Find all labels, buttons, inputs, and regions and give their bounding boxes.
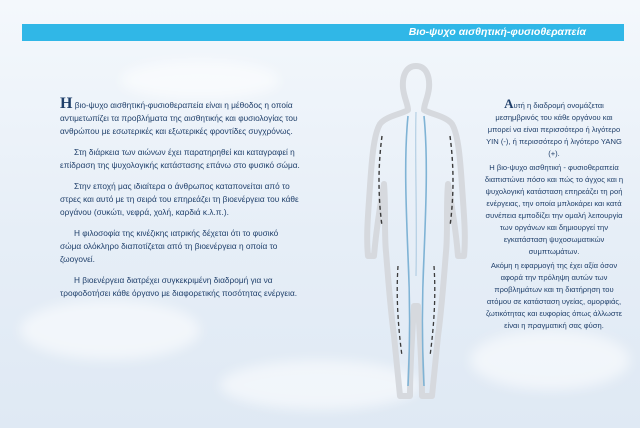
paragraph: Η φιλοσοφία της κινέζικης ιατρικής δέχεται ότι το φυσικό σώμα ολόκληρο διαποτίζεται από τη βιοενέργεια η οποία το ζωογονεί. <box>60 228 279 264</box>
paragraph: Στην εποχή μας ιδιαίτερα ο άνθρωπος καταπονείται από το στρες και αυτό με τη σειρά του επηρεάζει τη βιοενέργεια του κάθε οργάνου (συκώτι, νεφρά, χολή, καρδιά κ.λ.π.). <box>60 181 299 217</box>
paragraph: Η βιοενέργεια διατρέχει συγκεκριμένη διαδρομή για να τροφοδοτήσει κάθε όργανο με διαφορετικής ποσότητας ενέργεια. <box>60 275 298 298</box>
header-bar <box>22 24 624 41</box>
dropcap: Η <box>60 95 73 112</box>
dropcap: Α <box>504 96 514 111</box>
meridian-line-blue <box>406 116 410 386</box>
meridian-line-blue <box>423 116 427 386</box>
header-title: Βιο-ψυχο αισθητική-φυσιοθεραπεία <box>408 26 586 38</box>
meridian-line-dashed <box>430 266 435 356</box>
paragraph: Στη διάρκεια των αιώνων έχει παρατηρηθεί και καταγραφεί η επίδραση της ψυχολογικής κατάστασης επάνω στο φυσικό σώμα. <box>60 147 300 170</box>
cloud-decoration <box>470 330 630 390</box>
paragraph-text: υτή η διαδρομή ονομάζεται μεσημβρινός του κάθε οργάνου και μπορεί να είναι περισσότερο ή λιγότερο YIN (-), ή περισσότερο ή λιγότερο YANG (+). <box>486 101 622 158</box>
meridian-line-dashed <box>397 266 402 356</box>
cloud-decoration <box>120 60 280 100</box>
right-text-column <box>484 98 624 334</box>
paragraph-text: βιο-ψυχο αισθητική-φυσιοθεραπεία είναι η μέθοδος η οποία αντιμετωπίζει τα προβλήματα της αισθητικής και φυσιολογίας του ανθρώπου με εσωτερικές και εξωτερικές φροντίδες συγχρόνως. <box>60 100 298 136</box>
paragraph: Η βιο-ψυχο αισθητική - φυσιοθεραπεία διαπιστώνει πόσο και πώς το άγχος και η ψυχολογική κατάσταση επηρεάζει τη ροή ενέργειας, την οποία μπλοκάρει και κατά συνέπεια εμποδίζει την ομαλή λειτουργία των οργάνων και δημιουργεί την εγκατάσταση ψυχοσωματικών συμπτωμάτων. <box>484 163 624 256</box>
paragraph <box>60 95 300 138</box>
body-meridian-illustration <box>358 56 474 416</box>
cloud-decoration <box>20 300 200 360</box>
paragraph <box>484 98 624 160</box>
left-text-column <box>60 95 300 308</box>
paragraph: Ακόμη η εφαρμογή της έχει αξία όσον αφορά την πρόληψη αυτών των προβλημάτων και τη διατήρηση του ατόμου σε κατάσταση υγείας, ομορφιάς, ζωτικότητας και ευφορίας όπως άλλωστε είναι η πραγματική σας φύση. <box>485 261 622 330</box>
meridian-line-blue <box>416 112 417 276</box>
